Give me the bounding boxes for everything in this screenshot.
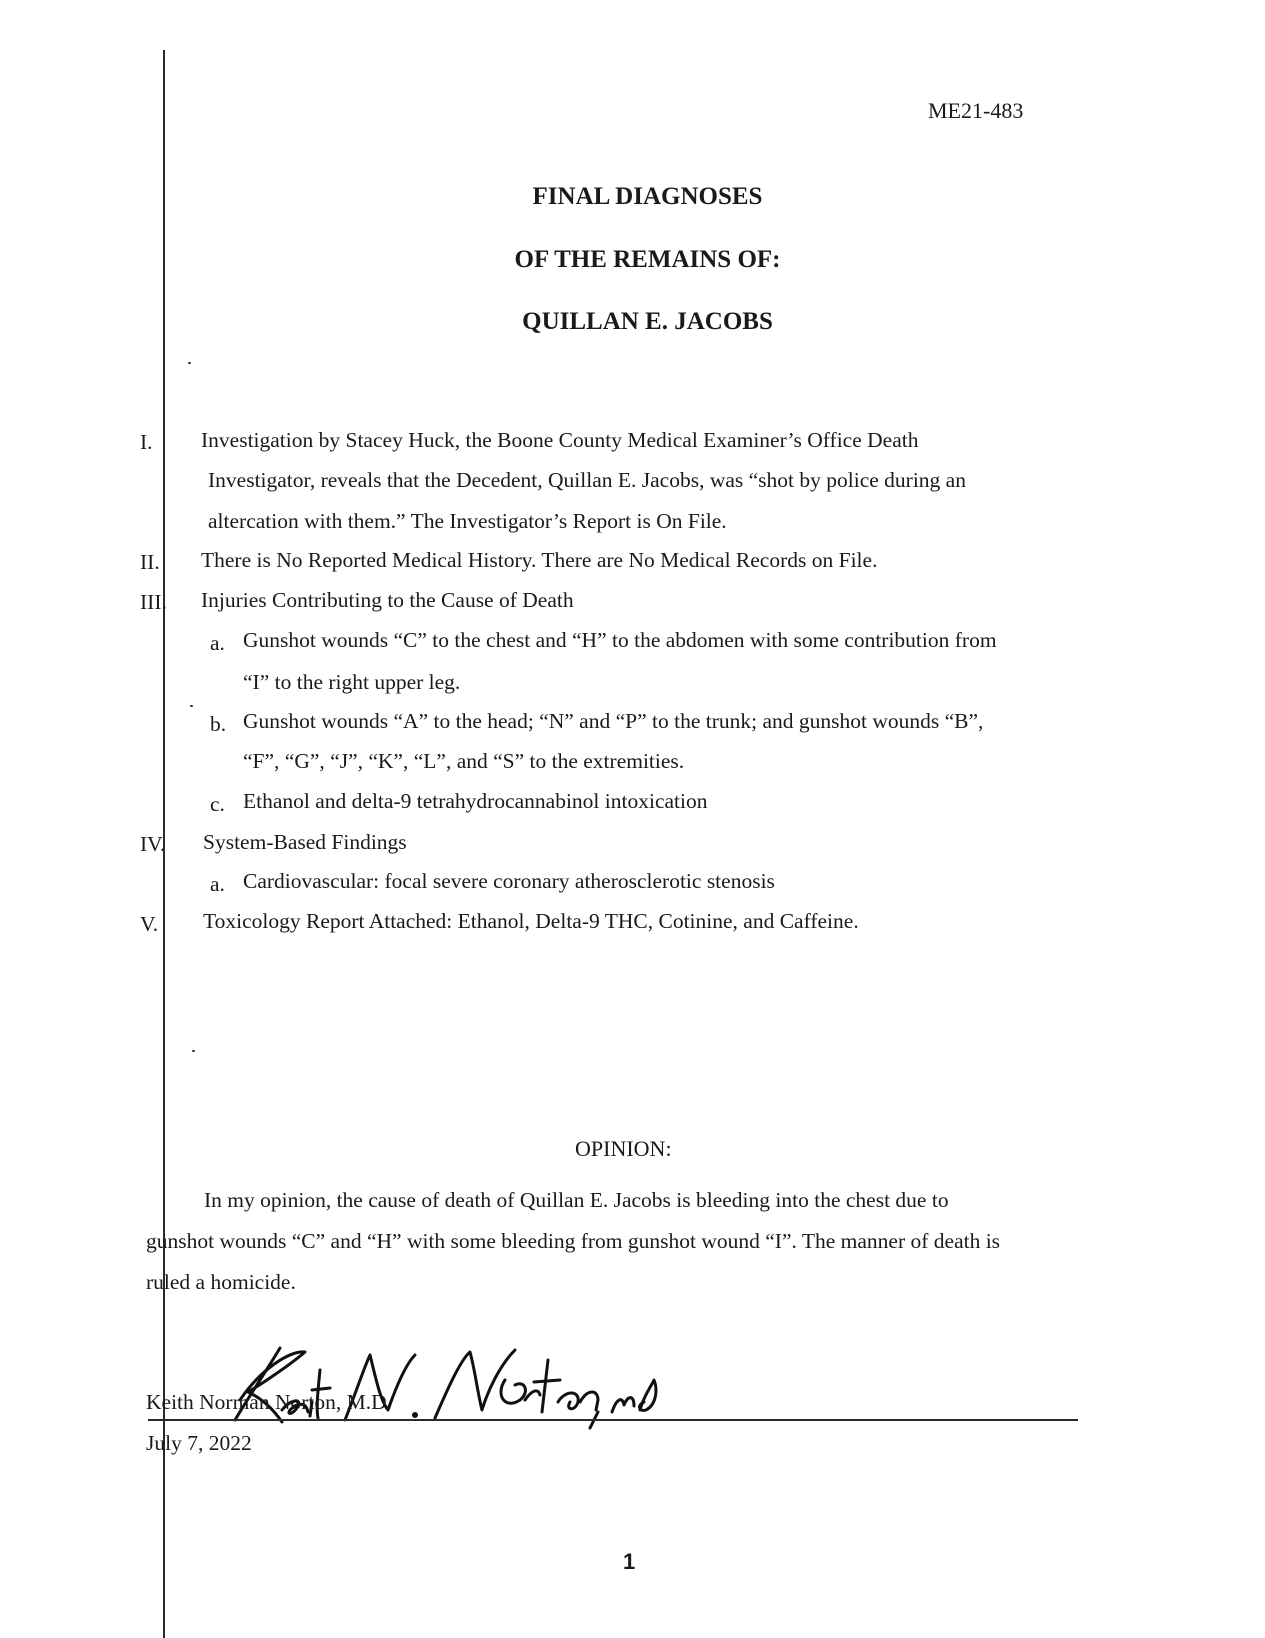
- section-iii-item-b-letter: b.: [210, 712, 227, 736]
- handwritten-signature: [220, 1340, 660, 1430]
- section-iii-item-c-letter: c.: [210, 792, 225, 816]
- section-v-numeral: V.: [140, 912, 159, 936]
- section-iii-numeral: III.: [140, 590, 167, 614]
- signature-date: July 7, 2022: [146, 1431, 252, 1455]
- scan-speck: [188, 362, 191, 364]
- decedent-name-heading: QUILLAN E. JACOBS: [522, 308, 773, 335]
- section-i-line-2: Investigator, reveals that the Decedent, Quillan E. Jacobs, was “shot by police during an: [208, 468, 966, 492]
- opinion-line-2: gunshot wounds “C” and “H” with some bleeding from gunshot wound “I”. The manner of death is: [146, 1229, 1001, 1253]
- case-number: ME21-483: [928, 98, 1024, 123]
- section-iii-item-b-line-1: Gunshot wounds “A” to the head; “N” and “P” to the trunk; and gunshot wounds “B”,: [243, 709, 984, 733]
- section-i-numeral: I.: [140, 430, 153, 454]
- opinion-line-3: ruled a homicide.: [146, 1270, 296, 1294]
- section-v-line-1: Toxicology Report Attached: Ethanol, Delta-9 THC, Cotinine, and Caffeine.: [203, 909, 859, 933]
- opinion-line-1: In my opinion, the cause of death of Quillan E. Jacobs is bleeding into the chest due to: [204, 1188, 949, 1212]
- title-final-diagnoses: FINAL DIAGNOSES: [532, 183, 763, 210]
- page-number: 1: [623, 1549, 636, 1574]
- section-i-line-1: Investigation by Stacey Huck, the Boone County Medical Examiner’s Office Death: [201, 428, 919, 452]
- section-iv-numeral: IV.: [140, 832, 166, 856]
- title-remains-of: OF THE REMAINS OF:: [514, 246, 781, 273]
- signature-line: [148, 1419, 1078, 1421]
- scan-speck: [190, 705, 193, 707]
- signer-name: Keith Norman Norton, M.D.: [146, 1390, 393, 1414]
- section-iii-item-c-line-1: Ethanol and delta-9 tetrahydrocannabinol intoxication: [243, 789, 708, 813]
- section-iv-item-a-line-1: Cardiovascular: focal severe coronary atherosclerotic stenosis: [243, 869, 775, 893]
- section-iii-item-a-line-2: “I” to the right upper leg.: [243, 670, 461, 694]
- section-iv-title: System-Based Findings: [203, 830, 407, 854]
- section-iv-item-a-letter: a.: [210, 872, 225, 896]
- section-iii-item-b-line-2: “F”, “G”, “J”, “K”, “L”, and “S” to the extremities.: [243, 749, 685, 773]
- section-i-line-3: altercation with them.” The Investigator’s Report is On File.: [208, 509, 727, 533]
- section-iii-item-a-letter: a.: [210, 631, 225, 655]
- section-iii-title: Injuries Contributing to the Cause of Death: [201, 588, 574, 612]
- section-iii-item-a-line-1: Gunshot wounds “C” to the chest and “H” to the abdomen with some contribution from: [243, 628, 997, 652]
- opinion-title: OPINION:: [575, 1136, 672, 1161]
- section-ii-line-1: There is No Reported Medical History. There are No Medical Records on File.: [201, 548, 878, 572]
- scan-speck: [192, 1050, 195, 1052]
- section-ii-numeral: II.: [140, 550, 160, 574]
